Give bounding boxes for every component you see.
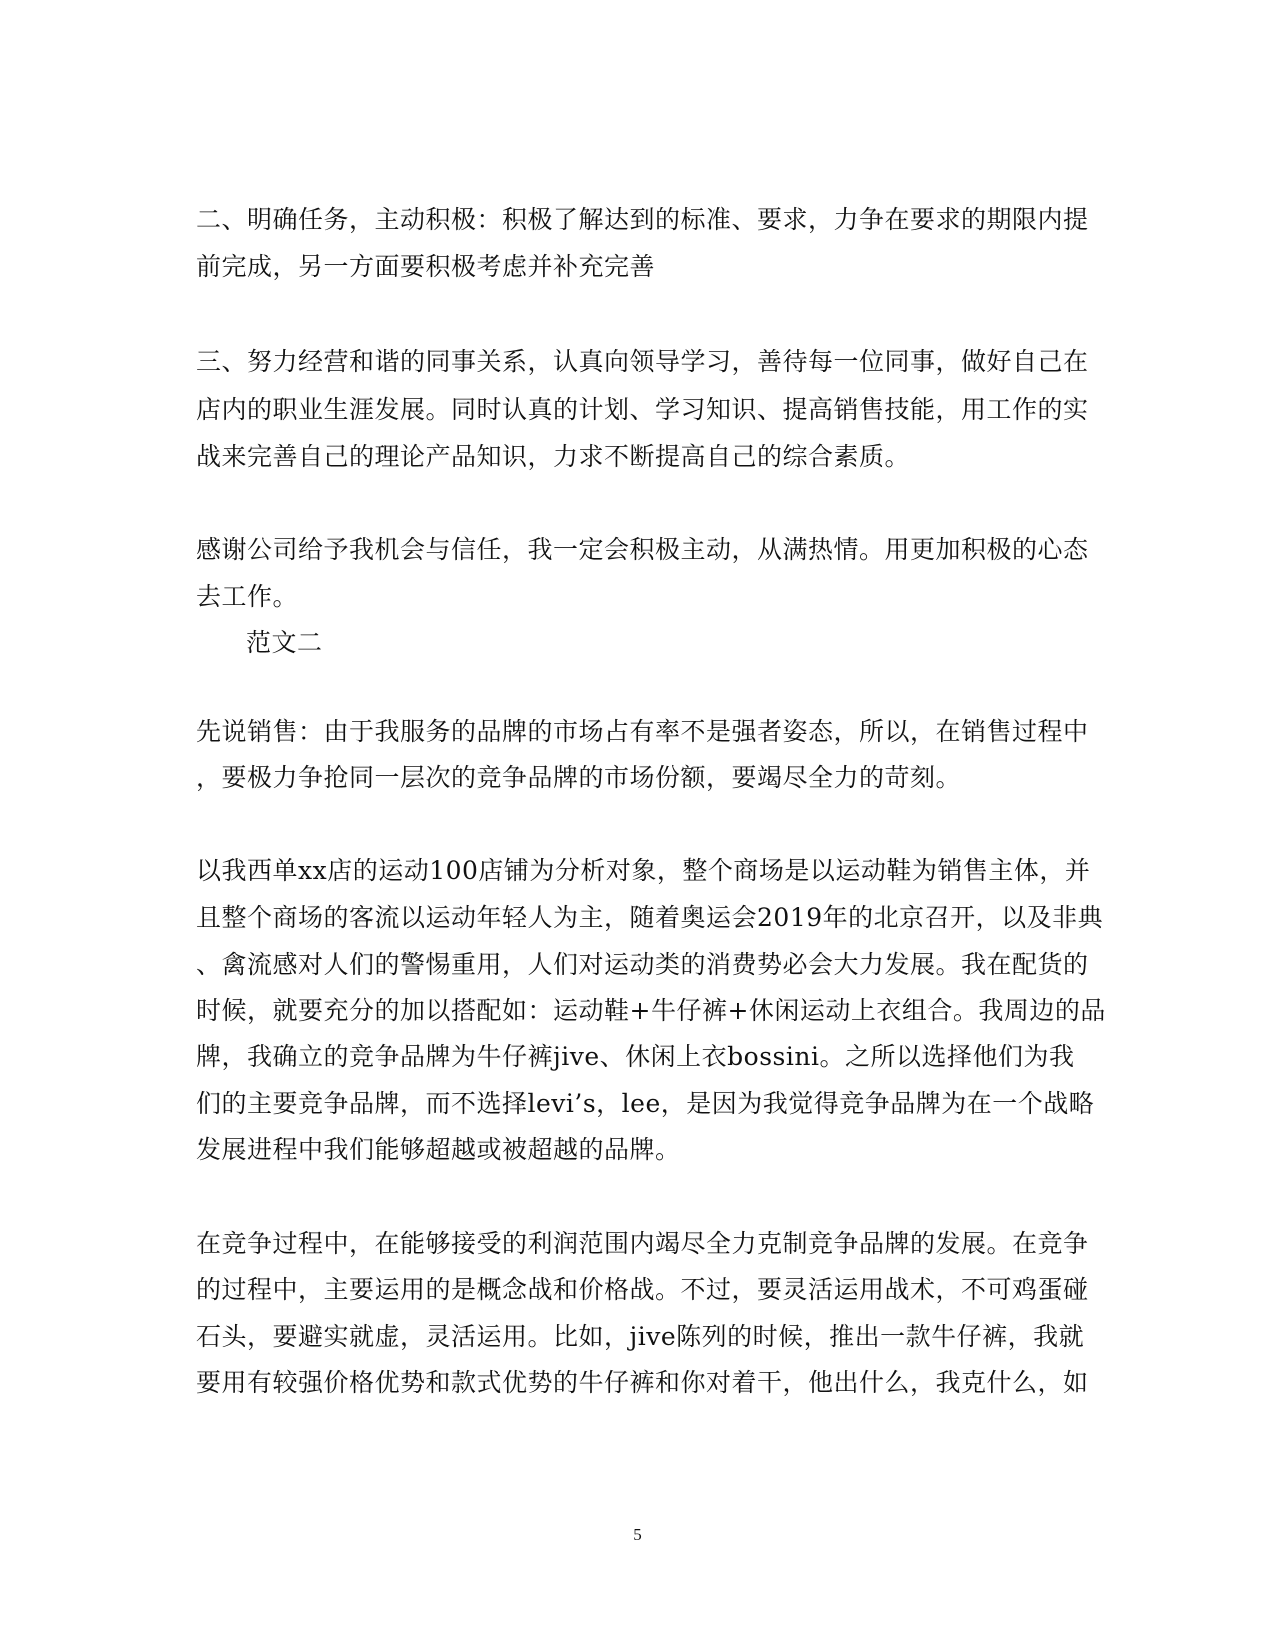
text-line: 的过程中，主要运用的是概念战和价格战。不过，要灵活运用战术，不可鸡蛋碰: [196, 1275, 1089, 1304]
text-line: 、禽流感对人们的警惕重用，人们对运动类的消费势必会大力发展。我在配货的: [196, 950, 1089, 979]
section-heading: 范文二: [246, 628, 323, 657]
text-line: 在竞争过程中，在能够接受的利润范围内竭尽全力克制竞争品牌的发展。在竞争: [196, 1229, 1089, 1258]
text-line: 们的主要竞争品牌，而不选择levi’s，lee，是因为我觉得竞争品牌为在一个战略: [196, 1089, 1095, 1118]
text-line: 先说销售：由于我服务的品牌的市场占有率不是强者姿态，所以，在销售过程中: [196, 717, 1089, 746]
text-line: 且整个商场的客流以运动年轻人为主，随着奥运会2019年的北京召开，以及非典: [196, 903, 1104, 932]
text-line: 战来完善自己的理论产品知识，力求不断提高自己的综合素质。: [196, 442, 911, 471]
text-line: 发展进程中我们能够超越或被超越的品牌。: [196, 1135, 681, 1164]
page-number: 5: [633, 1525, 642, 1544]
text-line: 以我西单xx店的运动100店铺为分析对象，整个商场是以运动鞋为销售主体，并: [196, 856, 1091, 885]
text-line: 去工作。: [196, 582, 299, 611]
text-line: 感谢公司给予我机会与信任，我一定会积极主动，从满热情。用更加积极的心态: [196, 535, 1089, 564]
text-line: 前完成，另一方面要积极考虑并补充完善: [196, 252, 656, 281]
text-line: 时候，就要充分的加以搭配如：运动鞋+牛仔裤+休闲运动上衣组合。我周边的品: [196, 996, 1106, 1025]
text-line: 要用有较强价格优势和款式优势的牛仔裤和你对着干，他出什么，我克什么，如: [196, 1368, 1089, 1397]
text-line: 二、明确任务，主动积极：积极了解达到的标准、要求，力争在要求的期限内提: [196, 205, 1089, 234]
text-line: ，要极力争抢同一层次的竞争品牌的市场份额，要竭尽全力的苛刻。: [196, 763, 962, 792]
text-line: 店内的职业生涯发展。同时认真的计划、学习知识、提高销售技能，用工作的实: [196, 395, 1089, 424]
text-line: 三、努力经营和谐的同事关系，认真向领导学习，善待每一位同事，做好自己在: [196, 347, 1089, 376]
text-line: 石头，要避实就虚，灵活运用。比如，jive陈列的时候，推出一款牛仔裤，我就: [196, 1322, 1085, 1351]
text-line: 牌，我确立的竞争品牌为牛仔裤jive、休闲上衣bossini。之所以选择他们为我: [196, 1042, 1075, 1071]
